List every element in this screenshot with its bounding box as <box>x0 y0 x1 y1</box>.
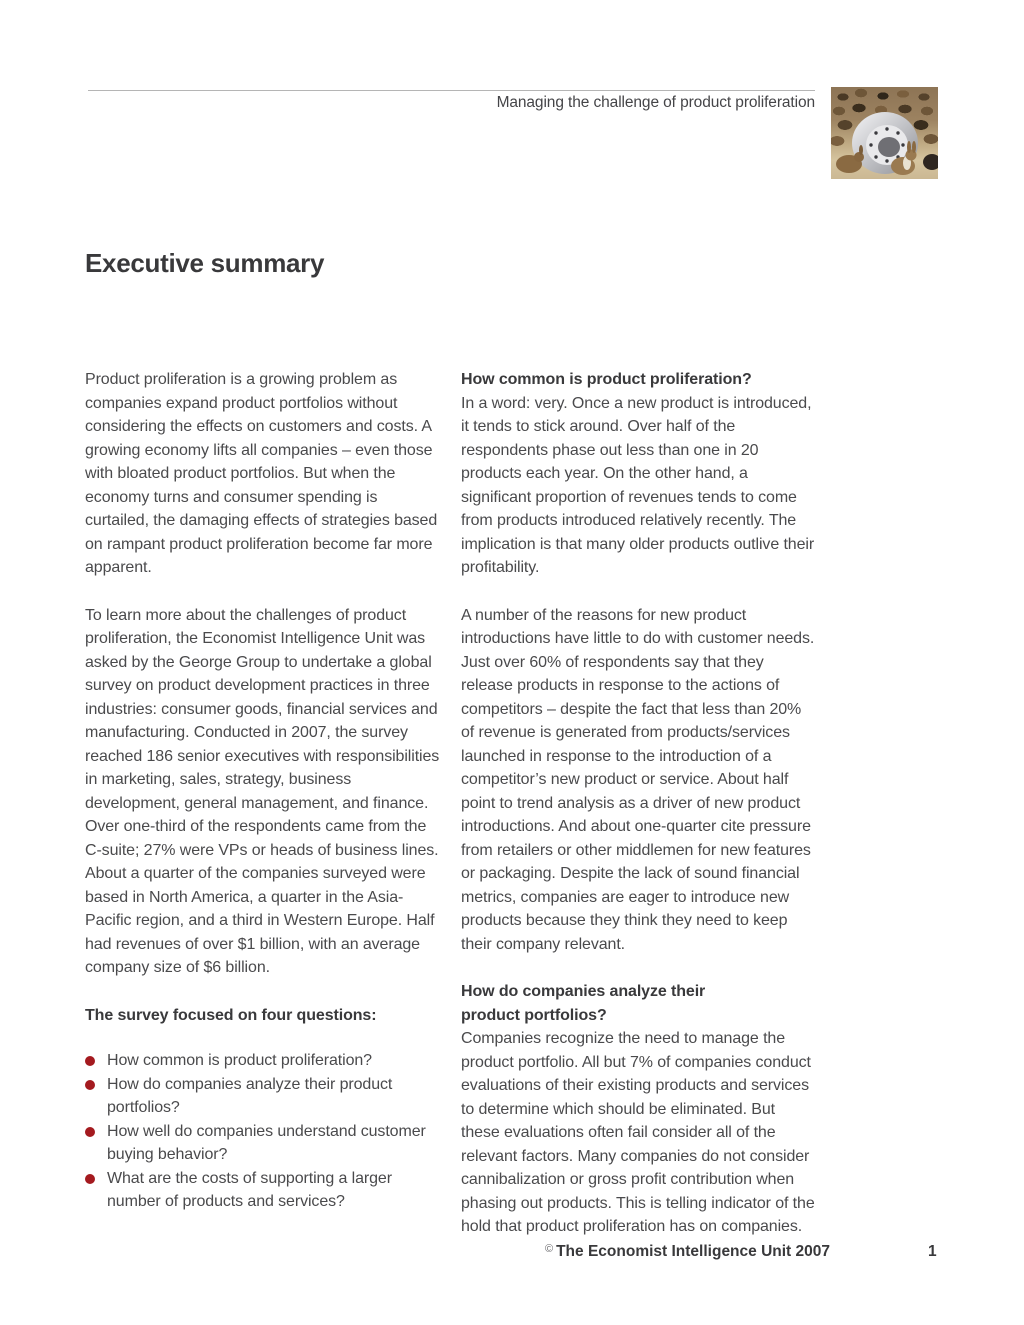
copyright-text: The Economist Intelligence Unit 2007 <box>556 1243 830 1260</box>
section-body: A number of the reasons for new product introductions have little to do with customer needs. Just over 60% of respondents say that they release products in response to the actions of competitors – despite the fact that less than 20% of revenue is generated from products/services launched in response to the introduction of a competitor’s new product or service. About half point to trend analysis as a driver of new product introductions. And about one-quarter cite pressure from retailers or other middlemen for new features or packaging. Despite the lack of sound financial metrics, companies are eager to introduce new products because they think they need to keep their company relevant. <box>461 606 815 953</box>
list-item-label: How well do companies understand customer buying behavior? <box>107 1122 426 1163</box>
section-heading-how-common: How common is product proliferation? <box>461 371 752 388</box>
left-column <box>85 368 441 1263</box>
survey-questions-list <box>85 1049 441 1214</box>
rabbit-icon <box>923 154 938 170</box>
rabbits-wheel-photo <box>831 87 938 179</box>
list-item-label: How common is product proliferation? <box>107 1052 372 1069</box>
heading-line: How do companies analyze their <box>461 983 706 1000</box>
list-item-label: How do companies analyze their product portfolios? <box>107 1075 393 1116</box>
copyright-symbol: © <box>544 1243 554 1255</box>
copyright <box>459 1243 830 1261</box>
list-item <box>85 1120 441 1167</box>
list-item <box>85 1073 441 1120</box>
photo-illustration <box>831 87 938 179</box>
bullet-icon <box>85 1080 95 1090</box>
survey-questions-heading: The survey focused on four questions: <box>85 1006 377 1024</box>
section-body: Companies recognize the need to manage the product portfolio. All but 7% of companies conduct evaluations of their existing products and services to determine which should be eliminated. But these evaluations often fail consider all of the relevant factors. Many companies do not consider cannibalization or gross profit contribution when phasing out products. This is telling indicator of the hold that product proliferation has on companies. <box>461 1030 815 1235</box>
page-title: Executive summary <box>85 248 325 278</box>
page-number: 1 <box>928 1243 937 1260</box>
section-heading-analyze-portfolios <box>461 980 817 1027</box>
intro-paragraph: Product proliferation is a growing problem as companies expand product portfolios without considering the effects on customers and costs. A growing economy lifts all companies – even those with bloated product portfolios. But when the economy turns and consumer spending is curtailed, the damaging effects of strategies based on rampant product proliferation become far more apparent. <box>85 371 438 576</box>
content-columns <box>85 368 817 1263</box>
header-divider <box>88 90 815 91</box>
running-header: Managing the challenge of product proliferation <box>496 94 815 111</box>
list-item <box>85 1167 441 1214</box>
heading-line: product portfolios? <box>461 1006 607 1024</box>
bullet-icon <box>85 1056 95 1066</box>
list-item-label: What are the costs of supporting a larger number of products and services? <box>107 1169 392 1210</box>
right-column <box>461 368 817 1263</box>
bullet-icon <box>85 1174 95 1184</box>
survey-background-paragraph: To learn more about the challenges of product proliferation, the Economist Intelligence Unit was asked by the George Group to undertake a global survey on product development practices in three industries: consumer goods, financial services and manufacturing. Conducted in 2007, the survey reached 186 senior executives with responsibilities in marketing, sales, strategy, business development, general management, and finance. Over one-third of the respondents came from the C-suite; 27% were VPs or heads of business lines. About a quarter of the companies surveyed were based in North America, a quarter in the Asia-Pacific region, and a third in Western Europe. Half had revenues of over $1 billion, with an average company size of $6 billion. <box>85 606 440 976</box>
section-body: In a word: very. Once a new product is introduced, it tends to stick around. Over half of the respondents phase out less than one in 20 products each year. On the other hand, a significant proportion of revenues tends to come from products introduced relatively recently. The implication is that many older products outlive their profitability. <box>461 394 815 576</box>
bullet-icon <box>85 1127 95 1137</box>
rabbit-icon <box>836 145 864 173</box>
list-item <box>85 1049 441 1073</box>
